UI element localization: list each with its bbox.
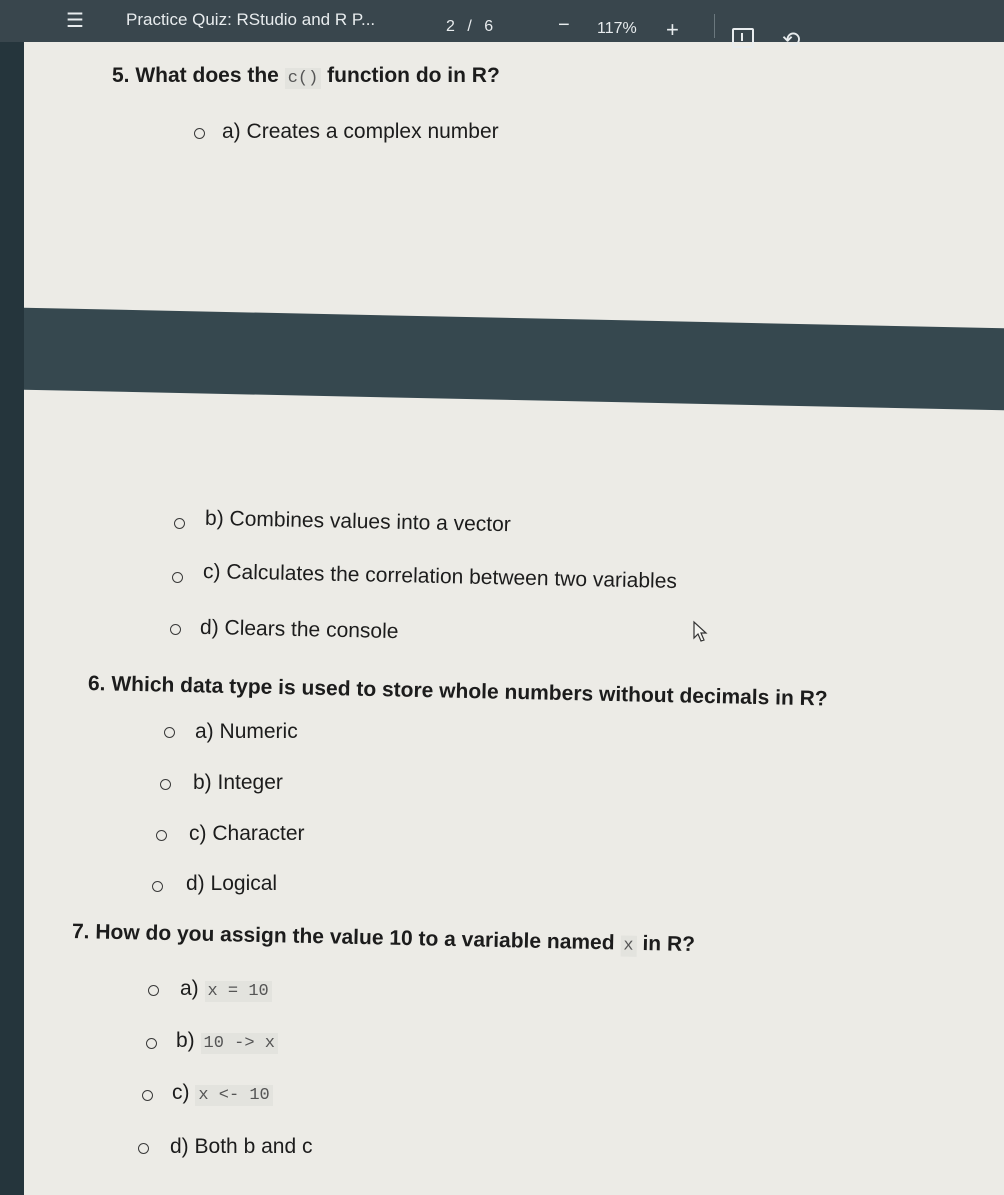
option-6d[interactable] bbox=[186, 872, 277, 896]
option-text: Logical bbox=[210, 872, 278, 895]
question-text: How do you assign the value 10 to a variable named bbox=[95, 920, 615, 955]
radio-button[interactable] bbox=[172, 572, 183, 583]
option-7b[interactable] bbox=[176, 1029, 278, 1053]
option-7c[interactable] bbox=[172, 1081, 273, 1105]
option-text: Character bbox=[212, 822, 305, 845]
option-letter: a) bbox=[195, 720, 214, 743]
radio-button[interactable] bbox=[146, 1038, 157, 1049]
inline-code: c() bbox=[285, 68, 322, 89]
option-text: Clears the console bbox=[224, 616, 399, 644]
option-7d[interactable] bbox=[170, 1135, 312, 1159]
option-code: x <- 10 bbox=[195, 1085, 272, 1106]
option-letter: c) bbox=[202, 560, 221, 584]
question-text: What does the bbox=[135, 64, 279, 87]
zoom-in-button[interactable]: + bbox=[666, 17, 679, 42]
option-letter: d) bbox=[170, 1135, 189, 1158]
sidebar bbox=[0, 42, 24, 1195]
option-text: Combines values into a vector bbox=[229, 507, 512, 537]
option-letter: b) bbox=[193, 771, 212, 794]
radio-button[interactable] bbox=[170, 624, 181, 635]
option-code: 10 -> x bbox=[201, 1033, 278, 1054]
radio-button[interactable] bbox=[148, 985, 159, 996]
radio-button[interactable] bbox=[174, 518, 185, 529]
document-page bbox=[24, 42, 1004, 1195]
option-letter: d) bbox=[186, 872, 205, 895]
radio-button[interactable] bbox=[156, 830, 167, 841]
option-6b[interactable] bbox=[193, 771, 283, 795]
radio-button[interactable] bbox=[138, 1143, 149, 1154]
radio-button[interactable] bbox=[142, 1090, 153, 1101]
question-5 bbox=[112, 64, 500, 88]
inline-code: x bbox=[620, 935, 637, 956]
toolbar-divider bbox=[714, 14, 715, 38]
question-text: Which data type is used to store whole numbers without decimals in R? bbox=[111, 672, 828, 711]
question-number: 6. bbox=[87, 672, 106, 696]
option-letter: c) bbox=[189, 822, 207, 845]
zoom-out-button[interactable]: − bbox=[558, 14, 570, 36]
option-text: Calculates the correlation between two variables bbox=[226, 560, 678, 593]
page-indicator bbox=[446, 18, 493, 36]
option-letter: a) bbox=[180, 977, 199, 1000]
option-text: Both b and c bbox=[194, 1135, 313, 1158]
option-text: Creates a complex number bbox=[246, 120, 499, 143]
hamburger-menu-icon[interactable]: ☰ bbox=[66, 10, 84, 32]
option-text: Numeric bbox=[219, 720, 298, 743]
fit-page-icon[interactable] bbox=[732, 28, 754, 48]
mouse-cursor-icon bbox=[692, 620, 710, 644]
page-current[interactable]: 2 bbox=[446, 18, 455, 35]
option-letter: d) bbox=[199, 615, 219, 640]
option-letter: b) bbox=[204, 506, 224, 531]
pdf-toolbar bbox=[0, 0, 1004, 52]
option-6c[interactable] bbox=[189, 822, 305, 846]
radio-button[interactable] bbox=[194, 128, 205, 139]
option-5a[interactable] bbox=[222, 120, 499, 144]
page-separator: / bbox=[467, 18, 472, 35]
page-total: 6 bbox=[484, 18, 494, 35]
option-6a[interactable] bbox=[195, 720, 298, 744]
question-text: function do in R? bbox=[327, 64, 500, 87]
option-letter: a) bbox=[222, 120, 241, 143]
radio-button[interactable] bbox=[160, 779, 171, 790]
question-number: 5. bbox=[112, 64, 130, 87]
option-letter: b) bbox=[176, 1029, 195, 1052]
option-7a[interactable] bbox=[180, 977, 272, 1001]
option-text: Integer bbox=[217, 771, 283, 794]
option-code: x = 10 bbox=[205, 981, 272, 1002]
radio-button[interactable] bbox=[164, 727, 175, 738]
option-5d[interactable] bbox=[200, 616, 399, 644]
rotate-icon[interactable]: ⟲ bbox=[782, 27, 801, 52]
document-title: Practice Quiz: RStudio and R P... bbox=[126, 10, 376, 29]
zoom-level[interactable]: 117% bbox=[597, 20, 637, 37]
question-text: in R? bbox=[642, 931, 696, 957]
question-number: 7. bbox=[71, 920, 90, 944]
option-letter: c) bbox=[172, 1081, 190, 1104]
radio-button[interactable] bbox=[152, 881, 163, 892]
